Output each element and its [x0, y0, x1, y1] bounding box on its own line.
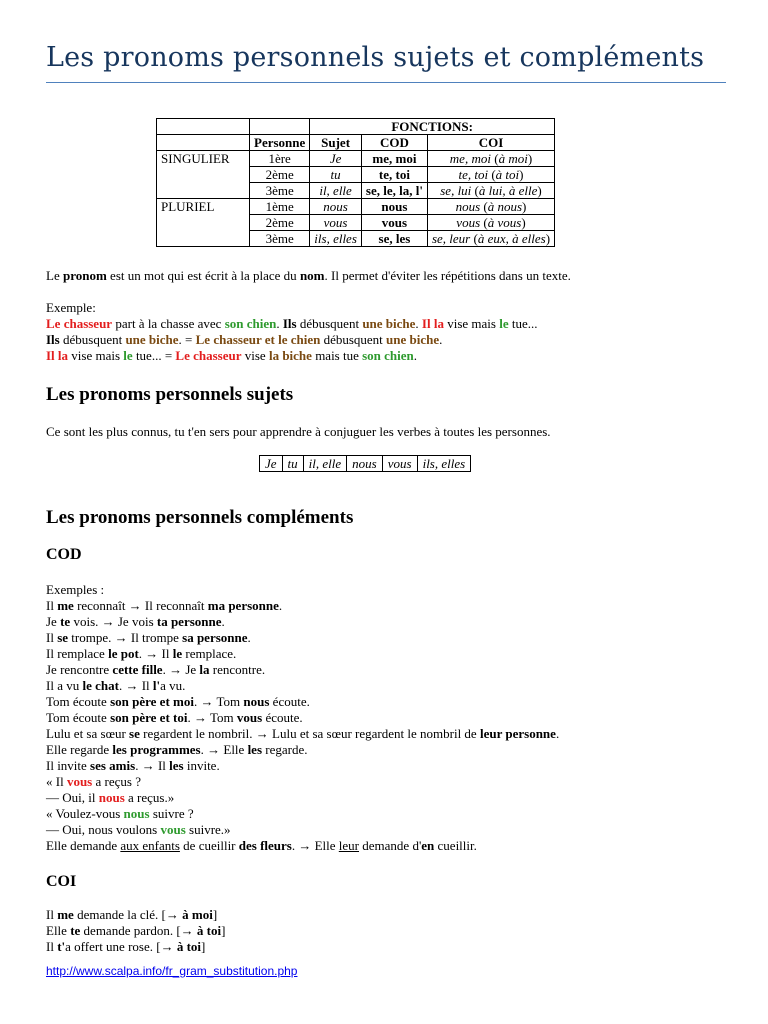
list-item: — Oui, nous voulons vous suivre.»	[46, 822, 231, 837]
subject-pronoun-cell: Je	[260, 456, 283, 472]
coi-examples	[46, 907, 225, 955]
table-empty-cell	[157, 135, 250, 151]
subject-pronoun-cell: il, elle	[303, 456, 347, 472]
list-item: Elle te demande pardon. [→ à toi]	[46, 923, 226, 938]
cell-cod: me, moi	[361, 151, 427, 167]
cell-coi: te, toi (à toi)	[427, 167, 554, 183]
cell-coi: nous (à nous)	[427, 199, 554, 215]
list-item: Elle regarde les programmes. → Elle les regarde.	[46, 742, 308, 757]
exemple-line: Le chasseur part à la chasse avec son chien. Ils débusquent une biche. Il la vise mais le tue...	[46, 316, 538, 331]
cell-coi: vous (à vous)	[427, 215, 554, 231]
table-row	[157, 199, 555, 215]
cell-cod: se, le, la, l'	[361, 183, 427, 199]
cell-personne: 3ème	[250, 183, 310, 199]
table-row	[157, 151, 555, 167]
cell-coi: se, lui (à lui, à elle)	[427, 183, 554, 199]
list-item: Tom écoute son père et toi. → Tom vous écoute.	[46, 710, 303, 725]
cell-cod: se, les	[361, 231, 427, 247]
list-item: Il me demande la clé. [→ à moi]	[46, 907, 218, 922]
exemples-label: Exemples :	[46, 582, 105, 597]
cell-coi: me, moi (à moi)	[427, 151, 554, 167]
subject-pronoun-cell: ils, elles	[417, 456, 471, 472]
table-corner	[157, 119, 250, 135]
subject-pronoun-cell: tu	[282, 456, 303, 472]
list-item: Il a vu le chat. → Il l'a vu.	[46, 678, 186, 693]
cell-personne: 2ème	[250, 215, 310, 231]
exemple-block	[46, 300, 537, 364]
list-item: Je te vois. → Je vois ta personne.	[46, 614, 225, 629]
pluriel-label: PLURIEL	[157, 199, 250, 247]
title-divider	[46, 82, 726, 83]
cell-personne: 3ème	[250, 231, 310, 247]
cell-cod: nous	[361, 199, 427, 215]
exemple-label: Exemple:	[46, 300, 96, 315]
list-item: « Il vous a reçus ?	[46, 774, 141, 789]
cell-sujet: nous	[310, 199, 362, 215]
list-item: Il se trompe. → Il trompe sa personne.	[46, 630, 251, 645]
fonctions-header: FONCTIONS:	[310, 119, 555, 135]
col-header-personne: Personne	[250, 135, 310, 151]
list-item: Il me reconnaît → Il reconnaît ma personne.	[46, 598, 283, 613]
cell-sujet: Je	[310, 151, 362, 167]
subject-pronoun-cell: vous	[382, 456, 417, 472]
heading-complements: Les pronoms personnels compléments	[46, 507, 354, 528]
cell-sujet: il, elle	[310, 183, 362, 199]
singulier-label: SINGULIER	[157, 151, 250, 199]
col-header-cod: COD	[361, 135, 427, 151]
list-item: Elle demande aux enfants de cueillir des fleurs. → Elle leur demande d'en cueillir.	[46, 838, 477, 853]
col-header-coi: COI	[427, 135, 554, 151]
cell-coi: se, leur (à eux, à elles)	[427, 231, 554, 247]
cell-sujet: ils, elles	[310, 231, 362, 247]
col-header-sujet: Sujet	[310, 135, 362, 151]
cell-sujet: tu	[310, 167, 362, 183]
cell-personne: 1ème	[250, 199, 310, 215]
list-item: Il invite ses amis. → Il les invite.	[46, 758, 220, 773]
cell-cod: vous	[361, 215, 427, 231]
list-item: Il t'a offert une rose. [→ à toi]	[46, 939, 206, 954]
list-item: — Oui, il nous a reçus.»	[46, 790, 175, 805]
cell-personne: 2ème	[250, 167, 310, 183]
pronoun-functions-table	[156, 118, 555, 247]
sujets-paragraph: Ce sont les plus connus, tu t'en sers pour apprendre à conjuguer les verbes à toutes les personnes.	[46, 424, 551, 439]
cod-examples	[46, 582, 559, 854]
subject-pronoun-cell: nous	[347, 456, 383, 472]
cell-personne: 1ère	[250, 151, 310, 167]
list-item: Il remplace le pot. → Il le remplace.	[46, 646, 237, 661]
cell-cod: te, toi	[361, 167, 427, 183]
exemple-line: Il la vise mais le tue... = Le chasseur vise la biche mais tue son chien.	[46, 348, 418, 363]
intro-paragraph: Le pronom est un mot qui est écrit à la place du nom. Il permet d'éviter les répétitions dans un texte.	[46, 268, 571, 283]
list-item: Lulu et sa sœur se regardent le nombril. → Lulu et sa sœur regardent le nombril de leur personne.	[46, 726, 560, 741]
cell-sujet: vous	[310, 215, 362, 231]
exemple-line: Ils débusquent une biche. = Le chasseur et le chien débusquent une biche.	[46, 332, 443, 347]
source-link[interactable]: http://www.scalpa.info/fr_gram_substitution.php	[46, 964, 298, 978]
page-title: Les pronoms personnels sujets et compléments	[46, 42, 705, 73]
heading-coi: COI	[46, 873, 77, 890]
list-item: « Voulez-vous nous suivre ?	[46, 806, 194, 821]
heading-sujets: Les pronoms personnels sujets	[46, 384, 294, 405]
list-item: Je rencontre cette fille. → Je la rencontre.	[46, 662, 266, 677]
subject-pronouns-table	[259, 455, 471, 472]
list-item: Tom écoute son père et moi. → Tom nous écoute.	[46, 694, 310, 709]
table-empty-cell	[250, 119, 310, 135]
heading-cod: COD	[46, 546, 82, 563]
